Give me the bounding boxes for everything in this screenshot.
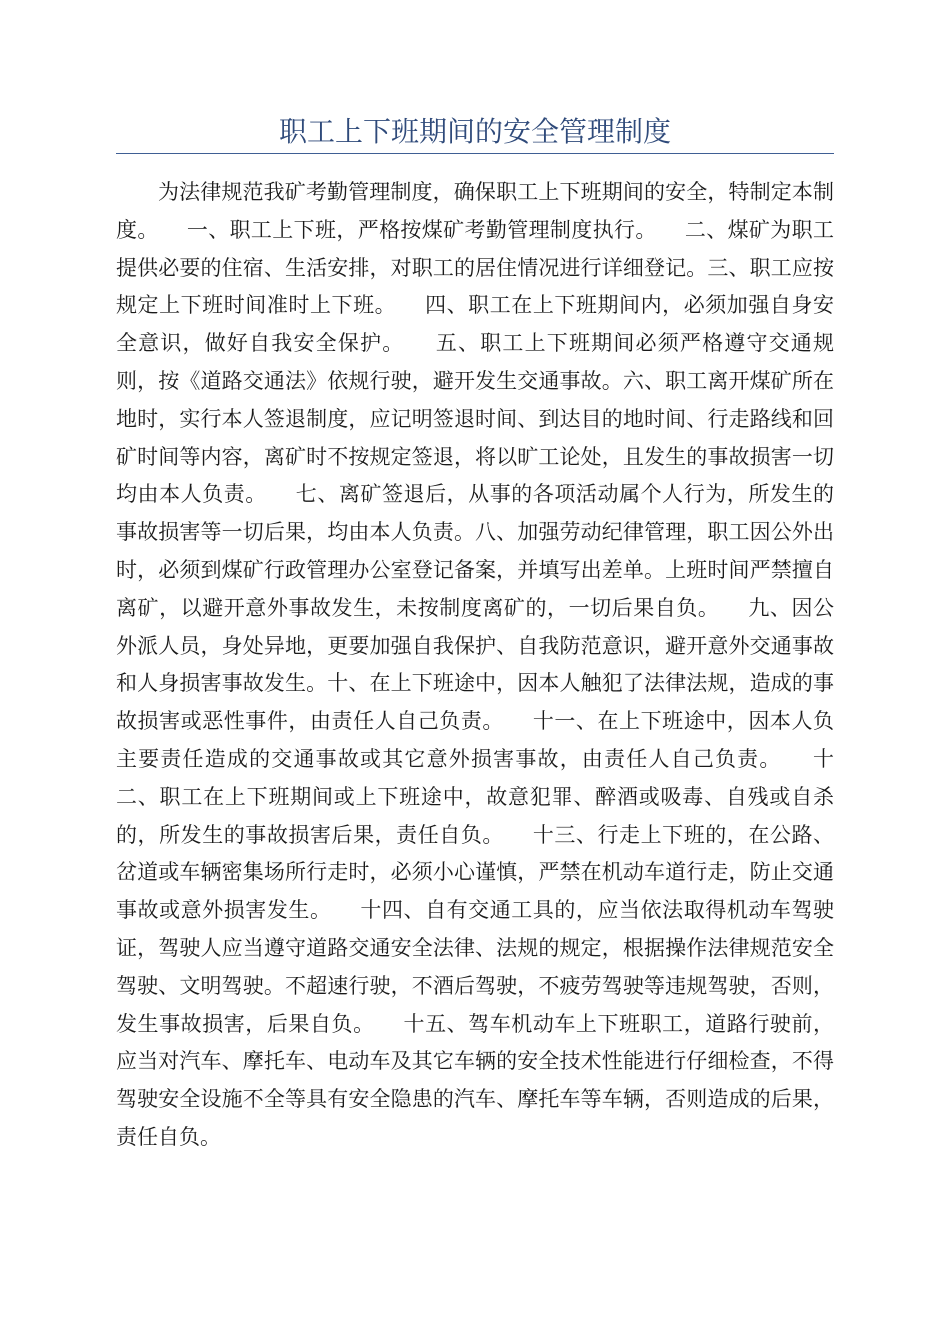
body-paragraph: 为法律规范我矿考勤管理制度，确保职工上下班期间的安全，特制定本制度。 一、职工上下班，严格按煤矿考勤管理制度执行。 二、煤矿为职工提供必要的住宿、生活安排，对职工的居住情况进行详细登记。三、职工应按规定上下班时间准时上下班。 四、职工在上下班期间内，必须加强自身安全意识，做好自我安全保护。 五、职工上下班期间必须严格遵守交通规则，按《道路交通法》依规行驶，避开发生交通事故。六、职工离开煤矿所在地时，实行本人签退制度，应记明签退时间、到达目的地时间、行走路线和回矿时间等内容，离矿时不按规定签退，将以旷工论处，且发生的事故损害一切均由本人负责。 七、离矿签退后，从事的各项活动属个人行为，所发生的事故损害等一切后果，均由本人负责。八、加强劳动纪律管理，职工因公外出时，必须到煤矿行政管理办公室登记备案，并填写出差单。上班时间严禁擅自离矿，以避开意外事故发生，未按制度离矿的，一切后果自负。 九、因公外派人员，身处异地，更要加强自我保护、自我防范意识，避开意外交通事故和人身损害事故发生。十、在上下班途中，因本人触犯了法律法规，造成的事故损害或恶性事件，由责任人自己负责。 十一、在上下班途中，因本人负主要责任造成的交通事故或其它意外损害事故，由责任人自己负责。 十二、职工在上下班期间或上下班途中，故意犯罪、醉酒或吸毒、自残或自杀的，所发生的事故损害后果，责任自负。 十三、行走上下班的，在公路、岔道或车辆密集场所行走时，必须小心谨慎，严禁在机动车道行走，防止交通事故或意外损害发生。 十四、自有交通工具的，应当依法取得机动车驾驶证，驾驶人应当遵守道路交通安全法律、法规的规定，根据操作法律规范安全驾驶、文明驾驶。不超速行驶，不酒后驾驶，不疲劳驾驶等违规驾驶，否则，发生事故损害，后果自负。 十五、驾车机动车上下班职工，道路行驶前，应当对汽车、摩托车、电动车及其它车辆的安全技术性能进行仔细检查，不得驾驶安全设施不全等具有安全隐患的汽车、摩托车等车辆，否则造成的后果，责任自负。 (116, 180, 834, 1149)
page-title: 职工上下班期间的安全管理制度 (278, 115, 671, 148)
title-underline (116, 153, 834, 154)
